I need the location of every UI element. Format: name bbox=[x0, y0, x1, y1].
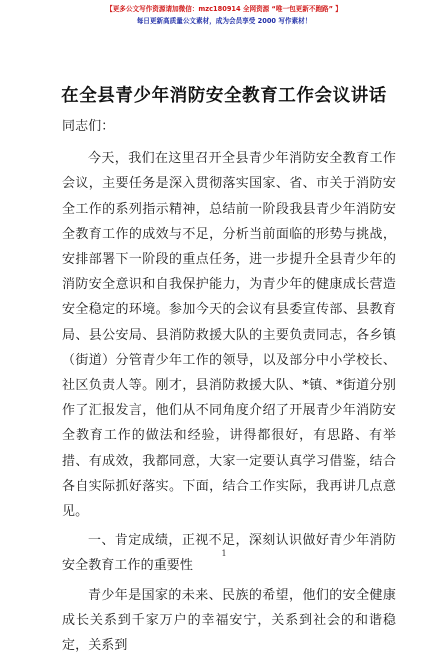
salutation: 同志们： bbox=[62, 119, 115, 134]
document-title: 在全县青少年消防安全教育工作会议讲话 bbox=[61, 86, 387, 106]
section-heading-1: 一、肯定成绩，正视不足，深刻认识做好青少年消防安全教育工作的重要性 bbox=[62, 533, 396, 574]
promo-banner-line-1: 【更多公文写作资源请加微信：mzc180914 全网资源 “唯一包更新不跑路” 】 bbox=[106, 5, 342, 13]
paragraph-section-1: 青少年是国家的未来、民族的希望，他们的安全健康成长关系到千家万户的幸福安宁，关系到社会的和谐稳定，关系到 bbox=[62, 587, 396, 654]
document-body bbox=[62, 114, 396, 658]
promo-banner-line-2: 每日更新高质量公文素材，成为会员享受 2000 写作素材！ bbox=[136, 17, 312, 25]
page-number: 1 bbox=[221, 549, 227, 558]
paragraph-opening: 今天，我们在这里召开全县青少年消防安全教育工作会议，主要任务是深入贯彻落实国家、省、市关于消防安全工作的系列指示精神，总结前一阶段我县青少年消防安全教育工作的成效与不足，分析当前面临的形势与挑战，安排部署下一阶段的重点任务，进一步提升全县青少年的消防安全意识和自我保护能力，为青少年的健康成长营造安全稳定的环境。参加今天的会议有县委宣传部、县教育局、县公安局、县消防救援大队的主要负责同志，各乡镇（街道）分管青少年工作的领导，以及部分中小学校长、社区负责人等。刚才，县消防救援大队、*镇、*街道分别作了汇报发言，他们从不同角度介绍了开展青少年消防安全教育工作的做法和经验，讲得都很好，有思路、有举措、有成效，我都同意，大家一定要认真学习借鉴，结合各自实际抓好落实。下面，结合工作实际，我再讲几点意见。 bbox=[62, 151, 396, 520]
promo-banner bbox=[0, 3, 448, 27]
